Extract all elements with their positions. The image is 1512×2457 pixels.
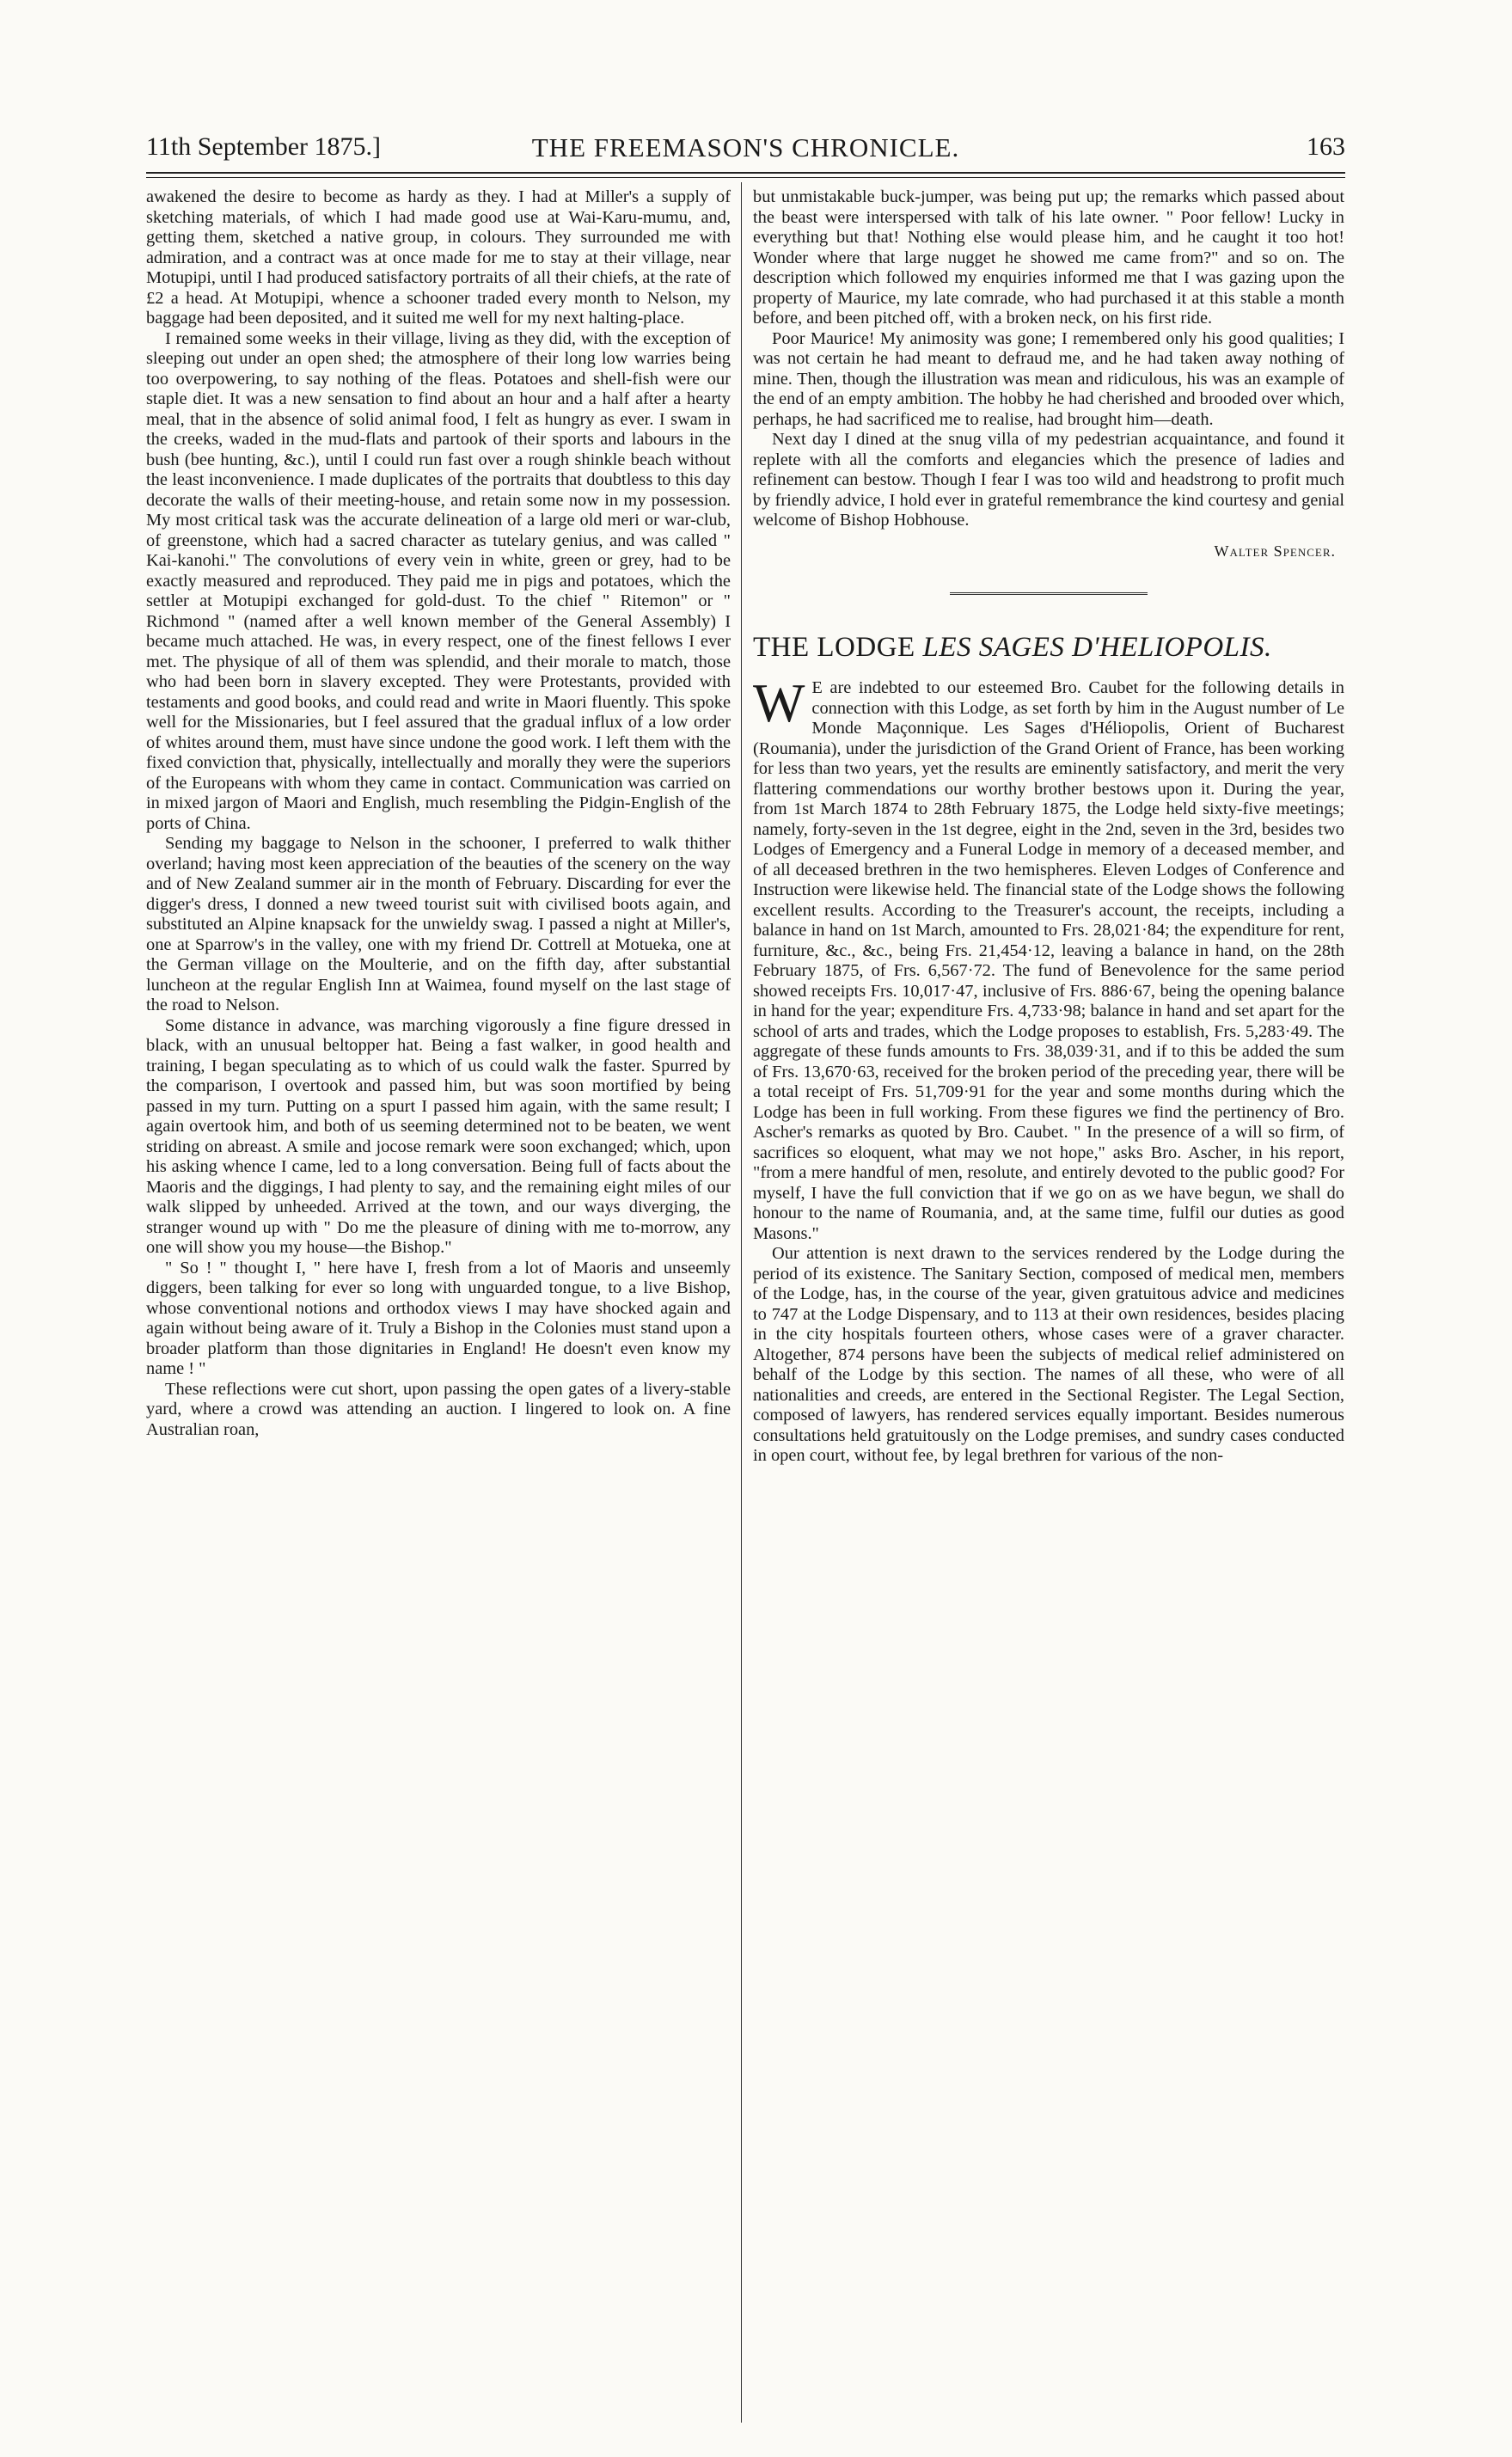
paragraph: Some distance in advance, was marching vigorously a fine figure dressed in black, with an unusual beltopper hat. Being a fast walker, in good health and training, I began speculating as to which of us could walk the faster. Spurred by the comparison, I overtook and passed him, but was soon mortified by being passed in my turn. Putting on a spurt I passed him again, with the same result; I again overtook him, and both of us seeming determined not to be beaten, we went striding on abreast. A smile and jocose remark were soon exchanged; which, upon his asking whence I came, led to a long conversation. Being full of facts about the Maoris and the diggings, I had plenty to say, and the remaining eight miles of our walk slipped by unheeded. Arrived at the town, and our ways diverging, the stranger wound up with " Do me the pleasure of dining with me to-morrow, any one will show you my house—the Bishop." bbox=[146, 1015, 731, 1257]
author-signature: Walter Spencer. bbox=[1214, 542, 1336, 560]
right-column bbox=[753, 187, 1344, 1467]
paragraph: I remained some weeks in their village, living as they did, with the exception of sleeping out under an open shed; the atmosphere of their long low warries being too overpowering, to say nothing of the fleas. Potatoes and shell-fish were our staple diet. It was a new sensation to find about an hour and a half after a hearty meal, that in the absence of solid animal food, I felt as hungry as ever. I swam in the creeks, waded in the mud-flats and partook of their sports and labours in the bush (bee hunting, &c.), until I could run fast over a rough shinkle beach without the least inconvenience. I made duplicates of the portraits that doubtless to this day decorate the walls of their meeting-house, and retain some now in my possession. My most critical task was the accurate delineation of a large old meri or war-club, of greenstone, which had a sacred character as tutelary genius, and was called " Kai-kanohi." The convolutions of every vein in white, green or grey, had to be exactly measured and reproduced. They paid me in pigs and potatoes, which the settler at Motupipi exchanged for gold-dust. To the chief " Ritemon" or " Richmond " (named after a well known member of the General Assembly) I became much attached. He was, in every respect, one of the finest fellows I ever met. The physique of all of them was splendid, and their morale to match, those who had been born in slavery excepted. They were Protestants, provided with testaments and good books, and could read and write in Maori fluently. This spoke well for the Missionaries, but I feel assured that the gradual influx of a low order of whites around them, must have since undone the good work. I left them with the fixed conviction that, physically, intellectually and morally they were the superiors of the Europeans with whom they came in contact. Communication was carried on in mixed jargon of Maori and English, much resembling the Pidgin-English of the ports of China. bbox=[146, 328, 731, 833]
article-title bbox=[753, 632, 1344, 663]
paragraph: Sending my baggage to Nelson in the schooner, I preferred to walk thither overland; having most keen appreciation of the beauties of the scenery on the way and of New Zealand summer air in the month of February. Discarding for ever the digger's dress, I donned a new tweed tourist suit with civilised boots again, and substituted an Alpine knapsack for the unwieldy swag. I passed a night at Miller's, one at Sparrow's in the valley, one with my friend Dr. Cottrell at Motueka, one at the German village on the Moulterie, and on the fifth day, after substantial luncheon at the regular English Inn at Waimea, found myself on the last stage of the road to Nelson. bbox=[146, 834, 731, 1014]
article-opening-text: E are indebted to our esteemed Bro. Caubet for the following details in connection with this Lodge, as set forth by him in the August number of Le Monde Maçonnique. Les Sages d'Héliopolis, Orient of Bucharest (Roumania), under the jurisdiction of the Grand Orient of France, has been working for less than two years, yet the results are eminently satisfactory, and merit the very flattering commendations our worthy brother bestows upon it. During the year, from 1st March 1874 to 28th February 1875, the Lodge held sixty-five meetings; namely, forty-seven in the 1st degree, eight in the 2nd, seven in the 3rd, besides two Lodges of Emergency and a Funeral Lodge in memory of a deceased member, and of all deceased brethren in the two hemispheres. Eleven Lodges of Conference and Instruction were likewise held. The financial state of the Lodge shows the following excellent results. According to the Treasurer's account, the receipts, including a balance in hand on 1st March, amounted to Frs. 28,021·84; the expenditure for rent, furniture, &c., &c., being Frs. 21,454·12, leaving a balance in hand, on the 28th February 1875, of Frs. 6,567·72. The fund of Benevolence for the same period showed receipts Frs. 10,017·47, inclusive of Frs. 886·67, being the opening balance in hand for the year; expenditure Frs. 4,733·98; balance in hand and set apart for the school of arts and trades, which the Lodge proposes to establish, Frs. 5,283·49. The aggregate of these funds amounts to Frs. 38,039·31, and if to this be added the sum of Frs. 13,670·63, received for the broken period of the preceding year, there will be a total receipt of Frs. 51,709·91 for the year and some months during which the Lodge has been in full working. From these figures we find the pertinency of Bro. Ascher's remarks as quoted by Bro. Caubet. " In the presence of a will so firm, of sacrifices so eloquent, what may we not hope," asks Bro. Ascher, in his report, "from a mere handful of men, resolute, and entirely devoted to the public good? For myself, I have the full conviction that if we go on as we have begun, we shall do honour to the name of Roumania, and, at the same time, fulfil our duties as good Masons." bbox=[753, 678, 1344, 1243]
paragraph: These reflections were cut short, upon passing the open gates of a livery-stable yard, where a crowd was attending an auction. I lingered to look on. A fine Australian roan, bbox=[146, 1379, 731, 1439]
paragraph: Poor Maurice! My animosity was gone; I remembered only his good qualities; I was not certain he had meant to defraud me, and he had taken away nothing of mine. Then, though the illustration was mean and ridiculous, his was an example of the end of an empty ambition. The hobby he had cherished and brooded over which, perhaps, he had sacrificed me to realise, had brought him—death. bbox=[753, 328, 1344, 429]
drop-cap: W bbox=[753, 672, 805, 733]
header-rule bbox=[146, 172, 1345, 174]
paragraph: awakened the desire to become as hardy as they. I had at Miller's a supply of sketching materials, of which I had made good use at Wai-Karu-mumu, and, getting them, sketched a native group, in colours. They surrounded me with admiration, and a contract was at once made for me to stay at their village, near Motupipi, until I had produced satisfactory portraits of all their chiefs, at the rate of £2 a head. At Motupipi, whence a schooner traded every month to Nelson, my baggage had been deposited, and it suited me well for my next halting-place. bbox=[146, 187, 731, 328]
article-title-italic: LES SAGES D'HELIOPOLIS. bbox=[922, 632, 1272, 663]
publication-title: THE FREEMASON'S CHRONICLE. bbox=[531, 132, 960, 162]
paragraph: Our attention is next drawn to the services rendered by the Lodge during the period of its existence. The Sanitary Section, composed of medical men, members of the Lodge, has, in the course of the year, given gratuitous advice and medicines to 747 at the Lodge Dispensary, and to 113 at their own residences, besides placing in the city hospitals fourteen others, whose cases were of a graver character. Altogether, 874 persons have been the subjects of medical relief administered on behalf of the Lodge by this section. The names of all these, who were of all nationalities and creeds, are entered in the Sectional Register. The Legal Section, composed of lawyers, has rendered services equally important. Besides numerous consultations held gratuitously on the Lodge premises, and sundry cases conducted in open court, without fee, by legal brethren for various of the non- bbox=[753, 1244, 1344, 1465]
paragraph: " So ! " thought I, " here have I, fresh from a lot of Maoris and unseemly diggers, been talking for ever so long with unguarded tongue, to a live Bishop, whose conventional notions and orthodox views I may have shocked again and again without being aware of it. Truly a Bishop in the Colonies must stand upon a broader platform than those dignitaries in England! He doesn't even know my name ! " bbox=[146, 1258, 731, 1378]
section-divider bbox=[950, 592, 1148, 597]
column-divider bbox=[741, 182, 742, 2423]
page-header bbox=[146, 129, 1345, 174]
issue-date: 11th September 1875.] bbox=[146, 132, 382, 161]
left-column bbox=[146, 187, 731, 1440]
page-number: 163 bbox=[1307, 132, 1345, 161]
article-opening-paragraph bbox=[753, 672, 1344, 1244]
article-title-plain: THE LODGE bbox=[753, 632, 923, 663]
paragraph: Next day I dined at the snug villa of my pedestrian acquaintance, and found it replete with all the comforts and elegancies which the presence of ladies and refinement can bestow. Though I fear I was too wild and headstrong to profit much by friendly advice, I hold ever in grateful remembrance the kind courtesy and genial welcome of Bishop Hobhouse. bbox=[753, 430, 1344, 530]
paragraph: but unmistakable buck-jumper, was being put up; the remarks which passed about the beast were interspersed with talk of his late owner. " Poor fellow! Lucky in everything but that! Nothing else would please him, and he caught it too hot! Wonder where that large nugget he showed me came from?" and so on. The description which followed my enquiries informed me that I was gazing upon the property of Maurice, my late comrade, who had purchased it at this stable a month before, and been pitched off, with a broken neck, on his first ride. bbox=[753, 187, 1344, 328]
header-rule-thin bbox=[146, 177, 1345, 178]
